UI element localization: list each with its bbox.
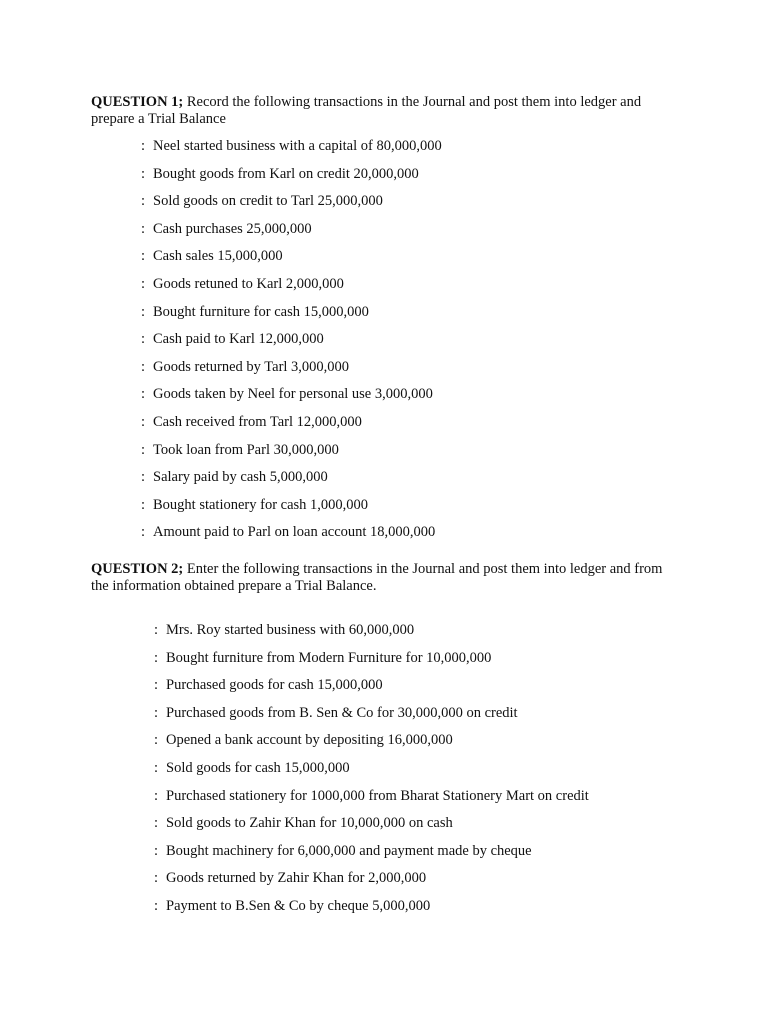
transaction-description: Purchased goods for cash 15,000,000 [166, 677, 383, 694]
transaction-separator: : [141, 303, 146, 320]
transaction-separator: : [154, 677, 159, 694]
question-2-heading [91, 561, 681, 595]
transaction-separator: : [154, 787, 159, 804]
transaction-description: Sold goods to Zahir Khan for 10,000,000 on cash [166, 815, 453, 832]
transaction-description: Salary paid by cash 5,000,000 [153, 469, 328, 486]
transaction-description: Bought furniture from Modern Furniture for 10,000,000 [166, 649, 492, 666]
transaction-separator: : [154, 622, 159, 638]
transaction-description: Took loan from Parl 30,000,000 [153, 441, 339, 458]
transaction-description: Purchased goods from B. Sen & Co for 30,000,000 on credit [166, 704, 518, 721]
question-2-instruction: Enter the following transactions in the Journal and post them into ledger and from the information obtained prepare a Trial Balance. [91, 561, 663, 594]
transaction-separator: : [141, 276, 146, 292]
transaction-description: Bought stationery for cash 1,000,000 [153, 496, 369, 513]
transaction-separator: : [141, 331, 146, 348]
transaction-description: Opened a bank account by depositing 16,000,000 [166, 732, 453, 749]
transaction-separator: : [141, 469, 146, 486]
transaction-separator: : [154, 898, 159, 914]
transaction-description: Cash paid to Karl 12,000,000 [153, 331, 324, 348]
transaction-separator: : [141, 193, 146, 210]
transaction-separator: : [141, 496, 146, 513]
transaction-description: Goods returned by Zahir Khan for 2,000,000 [166, 870, 427, 887]
transaction-separator: : [154, 870, 159, 887]
transaction-description: Cash received from Tarl 12,000,000 [153, 414, 362, 430]
transaction-separator: : [141, 358, 146, 375]
transaction-separator: : [154, 649, 159, 666]
transaction-description: Bought machinery for 6,000,000 and payment made by cheque [166, 842, 532, 859]
transaction-description: Goods retuned to Karl 2,000,000 [153, 276, 344, 292]
question-2-label: QUESTION 2; [91, 561, 184, 577]
transaction-separator: : [141, 386, 146, 403]
transaction-description: Goods taken by Neel for personal use 3,000,000 [153, 386, 433, 403]
transaction-separator: : [141, 414, 146, 430]
question-1-instruction: Record the following transactions in the Journal and post them into ledger and prepare a Trial Balance [91, 94, 642, 127]
transaction-description: Bought goods from Karl on credit 20,000,000 [153, 165, 419, 182]
transaction-description: Cash purchases 25,000,000 [153, 220, 312, 237]
transaction-description: Sold goods for cash 15,000,000 [166, 760, 350, 776]
transaction-description: Neel started business with a capital of 80,000,000 [153, 138, 442, 154]
transaction-separator: : [141, 138, 146, 154]
question-1-heading [91, 94, 681, 128]
question-1-label: QUESTION 1; [91, 94, 184, 110]
transaction-separator: : [154, 760, 159, 776]
transaction-separator: : [154, 815, 159, 832]
transaction-separator: : [154, 704, 159, 721]
transaction-description: Cash sales 15,000,000 [153, 248, 283, 265]
transaction-description: Payment to B.Sen & Co by cheque 5,000,000 [166, 898, 431, 914]
transaction-description: Mrs. Roy started business with 60,000,000 [166, 622, 415, 638]
transaction-separator: : [141, 248, 146, 265]
transaction-description: Purchased stationery for 1000,000 from Bharat Stationery Mart on credit [166, 787, 589, 804]
transaction-separator: : [141, 441, 146, 458]
transaction-description: Bought furniture for cash 15,000,000 [153, 303, 369, 320]
transaction-separator: : [141, 524, 146, 541]
transaction-description: Goods returned by Tarl 3,000,000 [153, 358, 350, 375]
transaction-separator: : [141, 165, 146, 182]
transaction-separator: : [141, 220, 146, 237]
transaction-description: Sold goods on credit to Tarl 25,000,000 [153, 193, 383, 210]
transaction-description: Amount paid to Parl on loan account 18,000,000 [153, 524, 436, 541]
transaction-separator: : [154, 732, 159, 749]
transaction-separator: : [154, 842, 159, 859]
